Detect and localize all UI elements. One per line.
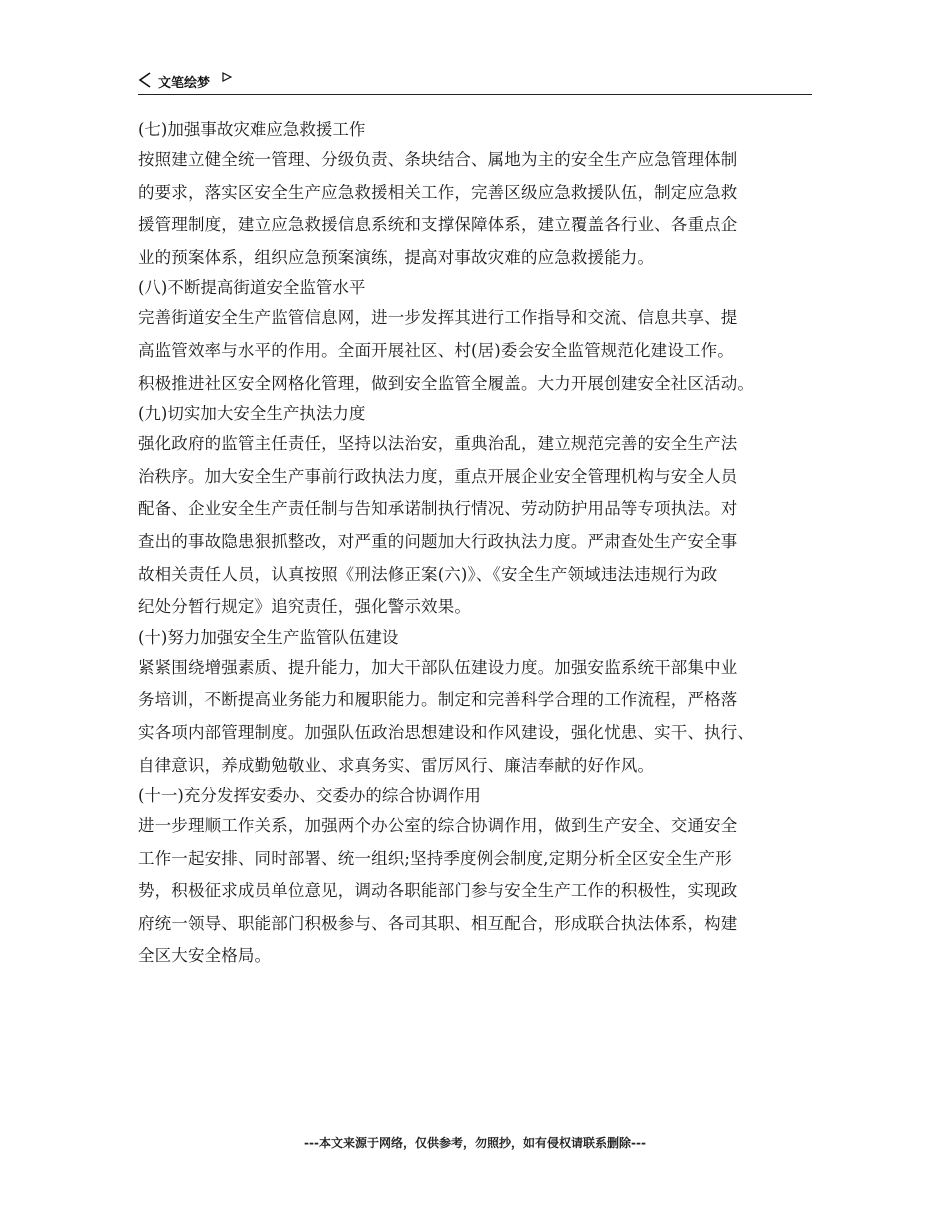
paragraph-line: 纪处分暂行规定》追究责任，强化警示效果。 (138, 597, 471, 617)
footer-notice: ---本文来源于网络，仅供参考，勿照抄，如有侵权请联系删除--- (304, 1136, 646, 1150)
paragraph-line: 高监管效率与水平的作用。全面开展社区、村(居)委会安全监管规范化建设工作。 (138, 340, 734, 360)
paragraph-line: 积极推进社区安全网格化管理，做到安全监管全履盖。大力开展创建安全社区活动。 (138, 373, 755, 393)
section-paragraph (138, 302, 818, 400)
right-triangle-icon (222, 72, 232, 82)
paragraph-line: 的要求，落实区安全生产应急救援相关工作，完善区级应急救援队伍，制定应急救 (138, 182, 738, 202)
paragraph-line: 实各项内部管理制度。加强队伍政治思想建设和作风建设，强化忧患、实干、执行、 (138, 722, 755, 742)
paragraph-line: 势，积极征求成员单位意见，调动各职能部门参与安全生产工作的积极性，实现政 (138, 881, 738, 901)
section-paragraph (138, 652, 818, 782)
paragraph-line: 配备、企业安全生产责任制与告知承诺制执行情况、劳动防护用品等专项执法。对 (138, 499, 738, 519)
page-header (138, 68, 812, 95)
paragraph-line: 全区大安全格局。 (138, 946, 272, 966)
paragraph-line: 查出的事故隐患狠抓整改，对严重的问题加大行政执法力度。严肃查处生产安全事 (138, 531, 738, 551)
paragraph-line: 进一步理顺工作关系，加强两个办公室的综合协调作用，做到生产安全、交通安全 (138, 816, 738, 836)
paragraph-line: 故相关责任人员，认真按照《刑法修正案(六)》、《安全生产领域违法违规行为政 (138, 564, 718, 584)
paragraph-line: 按照建立健全统一管理、分级负责、条块结合、属地为主的安全生产应急管理体制 (138, 150, 738, 169)
paragraph-line: 府统一领导、职能部门积极参与、各司其职、相互配合，形成联合执法体系，构建 (138, 913, 738, 933)
brand-name: 文笔绘梦 (158, 76, 211, 91)
paragraph-line: 强化政府的监管主任责任，坚持以法治安，重典治乱，建立规范完善的安全生产法 (138, 434, 738, 454)
paragraph-line: 工作一起安排、同时部署、统一组织;坚持季度例会制度,定期分析全区安全生产形 (138, 848, 732, 868)
paragraph-line: 完善街道安全生产监管信息网，进一步发挥其进行工作指导和交流、信息共享、提 (138, 308, 738, 328)
paragraph-line: 业的预案体系，组织应急预案演练，提高对事故灾难的应急救援能力。 (138, 247, 655, 267)
section-heading: (七)加强事故灾难应急救援工作 (138, 120, 366, 139)
section-paragraph (138, 428, 818, 624)
paragraph-line: 治秩序。加大安全生产事前行政执法力度，重点开展企业安全管理机构与安全人员 (138, 466, 738, 486)
paragraph-line: 援管理制度，建立应急救援信息系统和支撑保障体系，建立覆盖各行业、各重点企 (138, 215, 738, 235)
document-body (138, 116, 818, 973)
section-heading: (八)不断提高街道安全监管水平 (138, 278, 366, 298)
paragraph-line: 自律意识，养成勤勉敬业、求真务实、雷厉风行、廉洁奉献的好作风。 (138, 755, 655, 775)
paragraph-line: 紧紧围绕增强素质、提升能力，加大干部队伍建设力度。加强安监系统干部集中业 (138, 657, 738, 677)
section-heading: (九)切实加大安全生产执法力度 (138, 404, 366, 424)
left-triangle-icon (138, 72, 152, 88)
section-heading: (十)努力加强安全生产监管队伍建设 (138, 627, 399, 647)
section-paragraph (138, 810, 818, 973)
section-heading: (十一)充分发挥安委办、交委办的综合协调作用 (138, 786, 481, 806)
paragraph-line: 务培训，不断提高业务能力和履职能力。制定和完善科学合理的工作流程，严格落 (138, 690, 738, 710)
section-paragraph (138, 144, 818, 274)
